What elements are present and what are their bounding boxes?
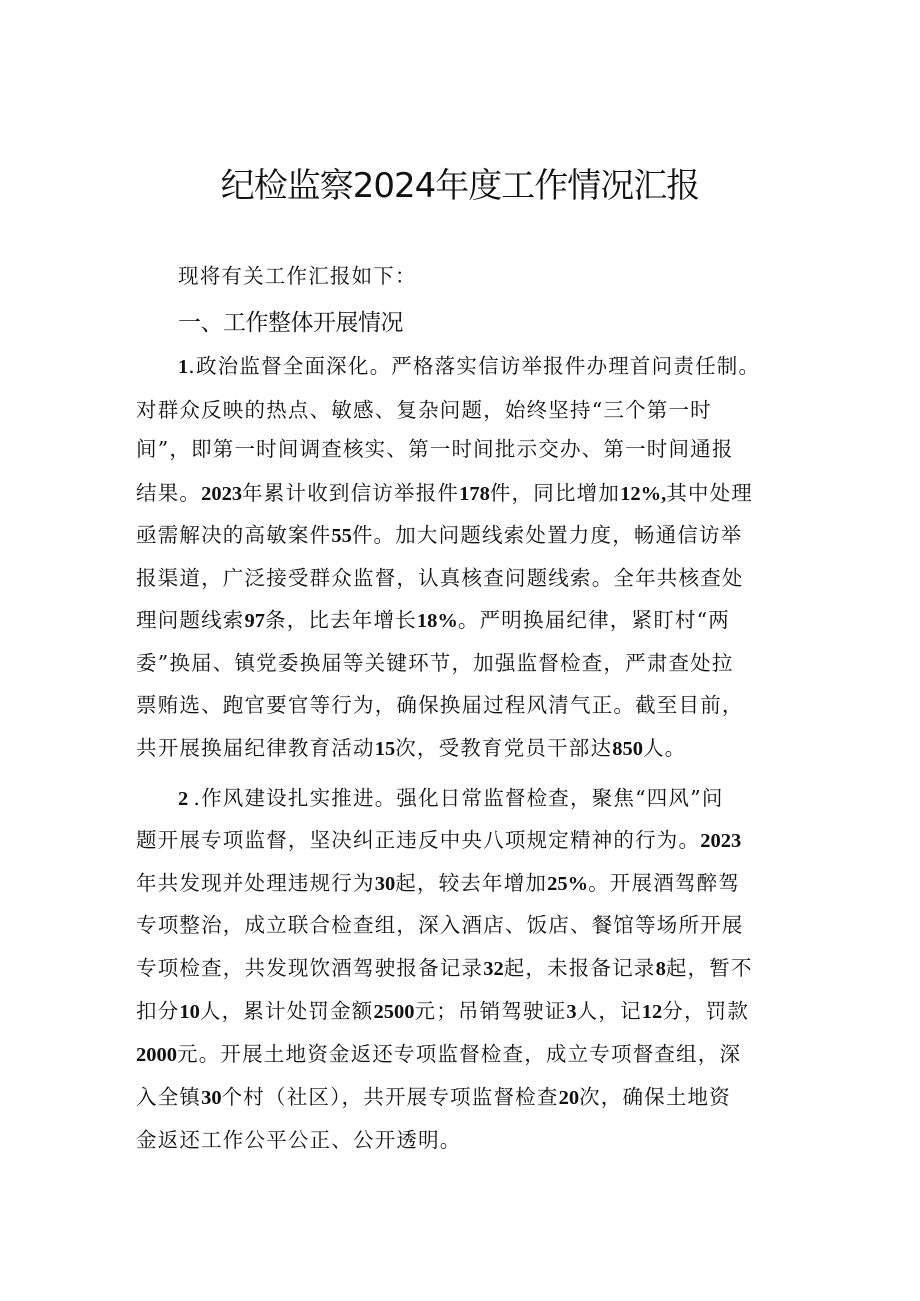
bold-figure: 1 xyxy=(178,356,189,378)
bold-figure: 32 xyxy=(483,958,504,980)
text-line: 专项整治，成立联合检查组，深入酒店、饭店、餐馆等场所开展 xyxy=(136,913,744,937)
text-line: 入全镇30个村（社区），共开展专项监督检查20次，确保土地资 xyxy=(136,1085,731,1109)
text-line: 亟需解决的高敏案件55件。加大问题线索处置力度，畅通信访举 xyxy=(136,523,743,547)
bold-figure: 25% xyxy=(547,873,589,895)
bold-figure: 12 xyxy=(641,1001,663,1023)
text-line: 年共发现并处理违规行为30起，较去年增加25%。开展酒驾醉驾 xyxy=(136,871,741,895)
bold-figure: 97 xyxy=(244,610,265,632)
text-line: 理问题线索97条，比去年增长18%。严明换届纪律，紧盯村“两 xyxy=(136,608,730,632)
text-line: 2 .作风建设扎实推进。强化日常监督检查，聚焦“四风”问 xyxy=(178,786,724,810)
bold-figure: 2 xyxy=(178,788,194,810)
text-line: 票贿选、跑官要官等行为，确保换届过程风清气正。截至目前， xyxy=(136,693,744,717)
bold-figure: 2500 xyxy=(373,1001,415,1023)
text-line: 委”换届、镇党委换届等关键环节，加强监督检查，严肃查处拉 xyxy=(136,651,734,675)
bold-figure: 55 xyxy=(331,525,352,547)
text-line: 扣分10人，累计处罚金额2500元；吊销驾驶证3人，记12分，罚款 xyxy=(136,999,750,1023)
intro-text: 现将有关工作汇报如下： xyxy=(178,264,417,288)
text-line: 专项检查，共发现饮酒驾驶报备记录32起，未报备记录8起，暂不 xyxy=(136,956,753,980)
bold-figure: 10 xyxy=(179,1001,200,1023)
text-line: 题开展专项监督，坚决纠正违反中央八项规定精神的行为。2023 xyxy=(136,828,742,852)
bold-figure: 850 xyxy=(612,738,643,760)
bold-figure: 2023 xyxy=(700,830,742,852)
bold-figure: 2000 xyxy=(136,1044,177,1066)
text-line: 共开展换届纪律教育活动15次，受教育党员干部达850人。 xyxy=(136,736,687,760)
bold-figure: 20 xyxy=(558,1087,580,1109)
text-line: 间”，即第一时间调查核实、第一时间批示交办、第一时间通报 xyxy=(136,437,734,461)
bold-figure: 15 xyxy=(374,738,396,760)
text-line: 金返还工作公平公正、公开透明。 xyxy=(136,1128,462,1152)
bold-figure: 12%, xyxy=(620,483,667,505)
bold-figure: 178 xyxy=(459,483,490,505)
document-title: 纪检监察2024年度工作情况汇报 xyxy=(220,166,700,206)
bold-figure: 30 xyxy=(201,1087,222,1109)
bold-figure: 18% xyxy=(416,610,458,632)
bold-figure: 3 xyxy=(566,1001,577,1023)
bold-figure: 30 xyxy=(374,873,396,895)
section-heading: 一、工作整体开展情况 xyxy=(178,310,403,336)
text-line: 报渠道，广泛接受群众监督，认真核查问题线索。全年共核查处 xyxy=(136,566,744,590)
text-line: 结果。2023年累计收到信访举报件178件，同比增加12%,其中处理 xyxy=(136,481,753,505)
bold-figure: 2023 xyxy=(201,483,243,505)
text-line: 1.政治监督全面深化。严格落实信访举报件办理首问责任制。 xyxy=(178,354,761,378)
text-line: 2000元。开展土地资金返还专项监督检查，成立专项督查组，深 xyxy=(136,1042,742,1066)
text-line: 对群众反映的热点、敏感、复杂问题，始终坚持“三个第一时 xyxy=(136,398,712,422)
bold-figure: 8 xyxy=(655,958,666,980)
